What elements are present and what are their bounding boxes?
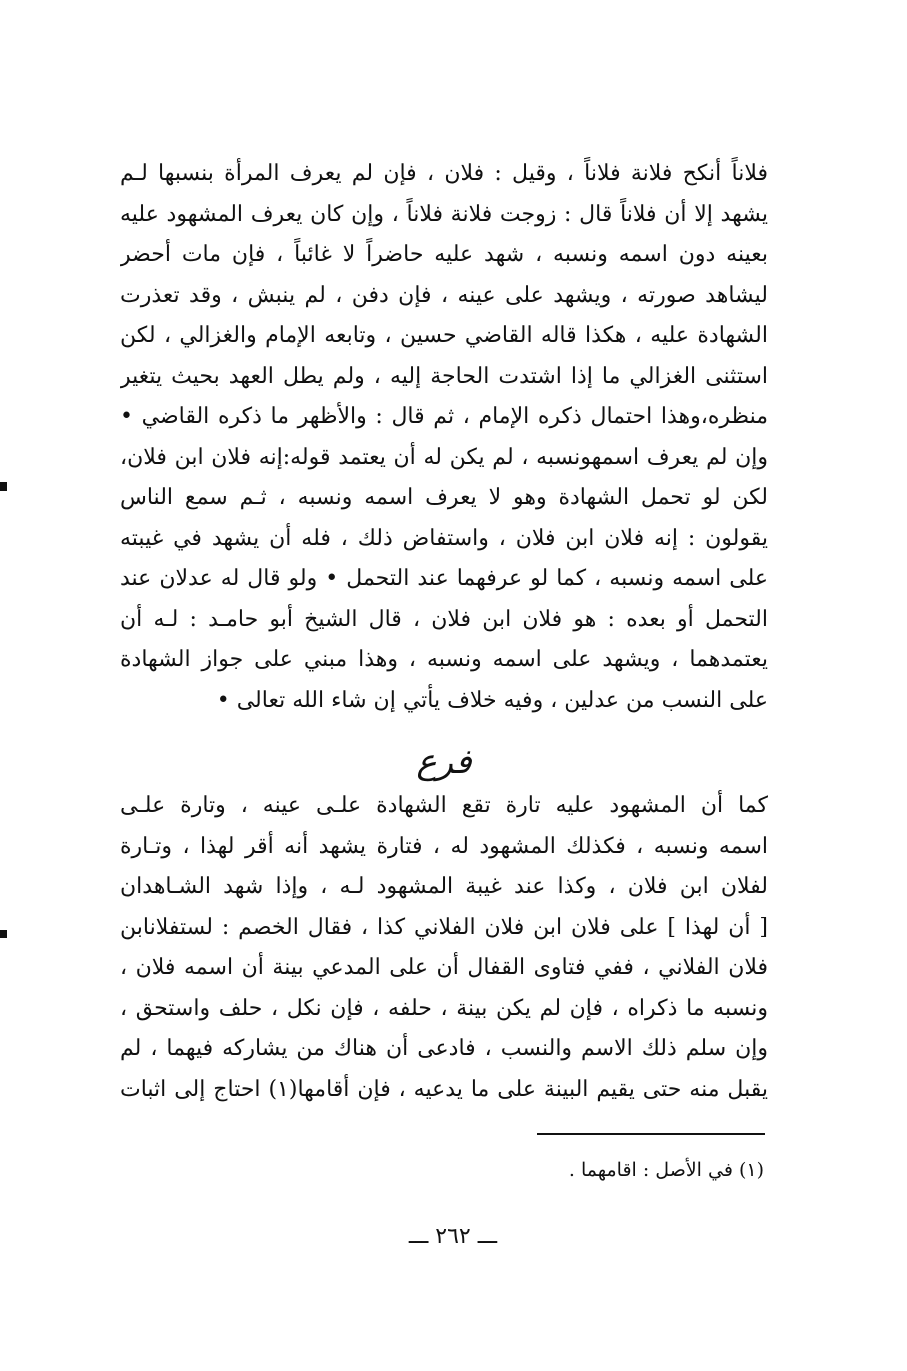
paragraph-1 bbox=[120, 154, 768, 721]
text-line: منظره،وهذا احتمال ذكره الإمام ، ثم قال : والأظهر ما ذكره القاضي • bbox=[120, 404, 768, 429]
text-line: بعينه دون اسمه ونسبه ، شهد عليه حاضراً لا غائباً ، فإن مات أحضر bbox=[120, 242, 768, 267]
text-line: وإن لم يعرف اسمهونسبه ، لم يكن له أن يعتمد قوله:إنه فلان ابن فلان، bbox=[120, 444, 768, 470]
footnote: (١) في الأصل : اقامهما . bbox=[568, 1159, 764, 1181]
text-line: استثنى الغزالي ما إذا اشتدت الحاجة إليه ، ولم يطل العهد بحيث يتغير bbox=[120, 363, 768, 389]
text-line: لفلان ابن فلان ، وكذا عند غيبة المشهود لـه ، وإذا شهد الشـاهدان bbox=[120, 874, 768, 899]
text-line: ونسبه ما ذكراه ، فإن لم يكن بينة ، حلفه ، فإن نكل ، حلف واستحق ، bbox=[120, 995, 768, 1021]
scan-edge-mark bbox=[0, 930, 7, 938]
text-line: يعتمدهما ، ويشهد على اسمه ونسبه ، وهذا مبني على جواز الشهادة bbox=[120, 647, 768, 672]
text-line: الشهادة عليه ، هكذا قاله القاضي حسين ، وتابعه الإمام والغزالي ، لكن bbox=[120, 323, 768, 348]
text-line: وإن سلم ذلك الاسم والنسب ، فادعى أن هناك من يشاركه فيهما ، لم bbox=[120, 1036, 768, 1061]
text-line: اسمه ونسبه ، فكذلك المشهود له ، فتارة يشهد أنه أقر لهذا ، وتـارة bbox=[120, 833, 768, 859]
text-line: يقبل منه حتى يقيم البينة على ما يدعيه ، فإن أقامها(١) احتاج إلى اثبات bbox=[120, 1076, 768, 1102]
text-line: فلاناً أنكح فلانة فلاناً ، وقيل : فلان ، فإن لم يعرف المرأة بنسبها لـم bbox=[120, 161, 768, 186]
text-line: كما أن المشهود عليه تارة تقع الشهادة علـى عينه ، وتارة علـى bbox=[120, 793, 768, 818]
page-number: ـــ ٢٦٢ ـــ bbox=[408, 1224, 498, 1249]
text-line: فلان الفلاني ، ففي فتاوى القفال أن على المدعي بينة أن اسمه فلان ، bbox=[120, 955, 768, 980]
text-line: على اسمه ونسبه ، كما لو عرفهما عند التحمل • ولو قال له عدلان عند bbox=[120, 566, 768, 591]
text-line: يشهد إلا أن فلاناً قال : زوجت فلانة فلاناً ، وإن كان يعرف المشهود عليه bbox=[120, 201, 768, 227]
section-heading-block bbox=[120, 738, 768, 786]
footnote-divider bbox=[537, 1133, 765, 1135]
text-line: ليشاهد صورته ، ويشهد على عينه ، فإن دفن ، لم ينبش ، وقد تعذرت bbox=[120, 282, 768, 308]
text-line: لكن لو تحمل الشهادة وهو لا يعرف اسمه ونسبه ، ثـم سمع الناس bbox=[120, 485, 768, 510]
scan-edge-mark bbox=[0, 482, 7, 491]
paragraph-2 bbox=[120, 786, 768, 1110]
text-line: [ أن لهذا ] على فلان ابن فلان الفلاني كذا ، فقال الخصم : لستفلانابن bbox=[120, 914, 768, 940]
text-line: يقولون : إنه فلان ابن فلان ، واستفاض ذلك ، فله أن يشهد في غيبته bbox=[120, 525, 768, 551]
section-heading: فرع bbox=[416, 742, 472, 782]
text-line: التحمل أو بعده : هو فلان ابن فلان ، قال الشيخ أبو حامـد : لـه أن bbox=[120, 606, 768, 632]
text-line: على النسب من عدلين ، وفيه خلاف يأتي إن شاء الله تعالى • bbox=[216, 687, 768, 713]
